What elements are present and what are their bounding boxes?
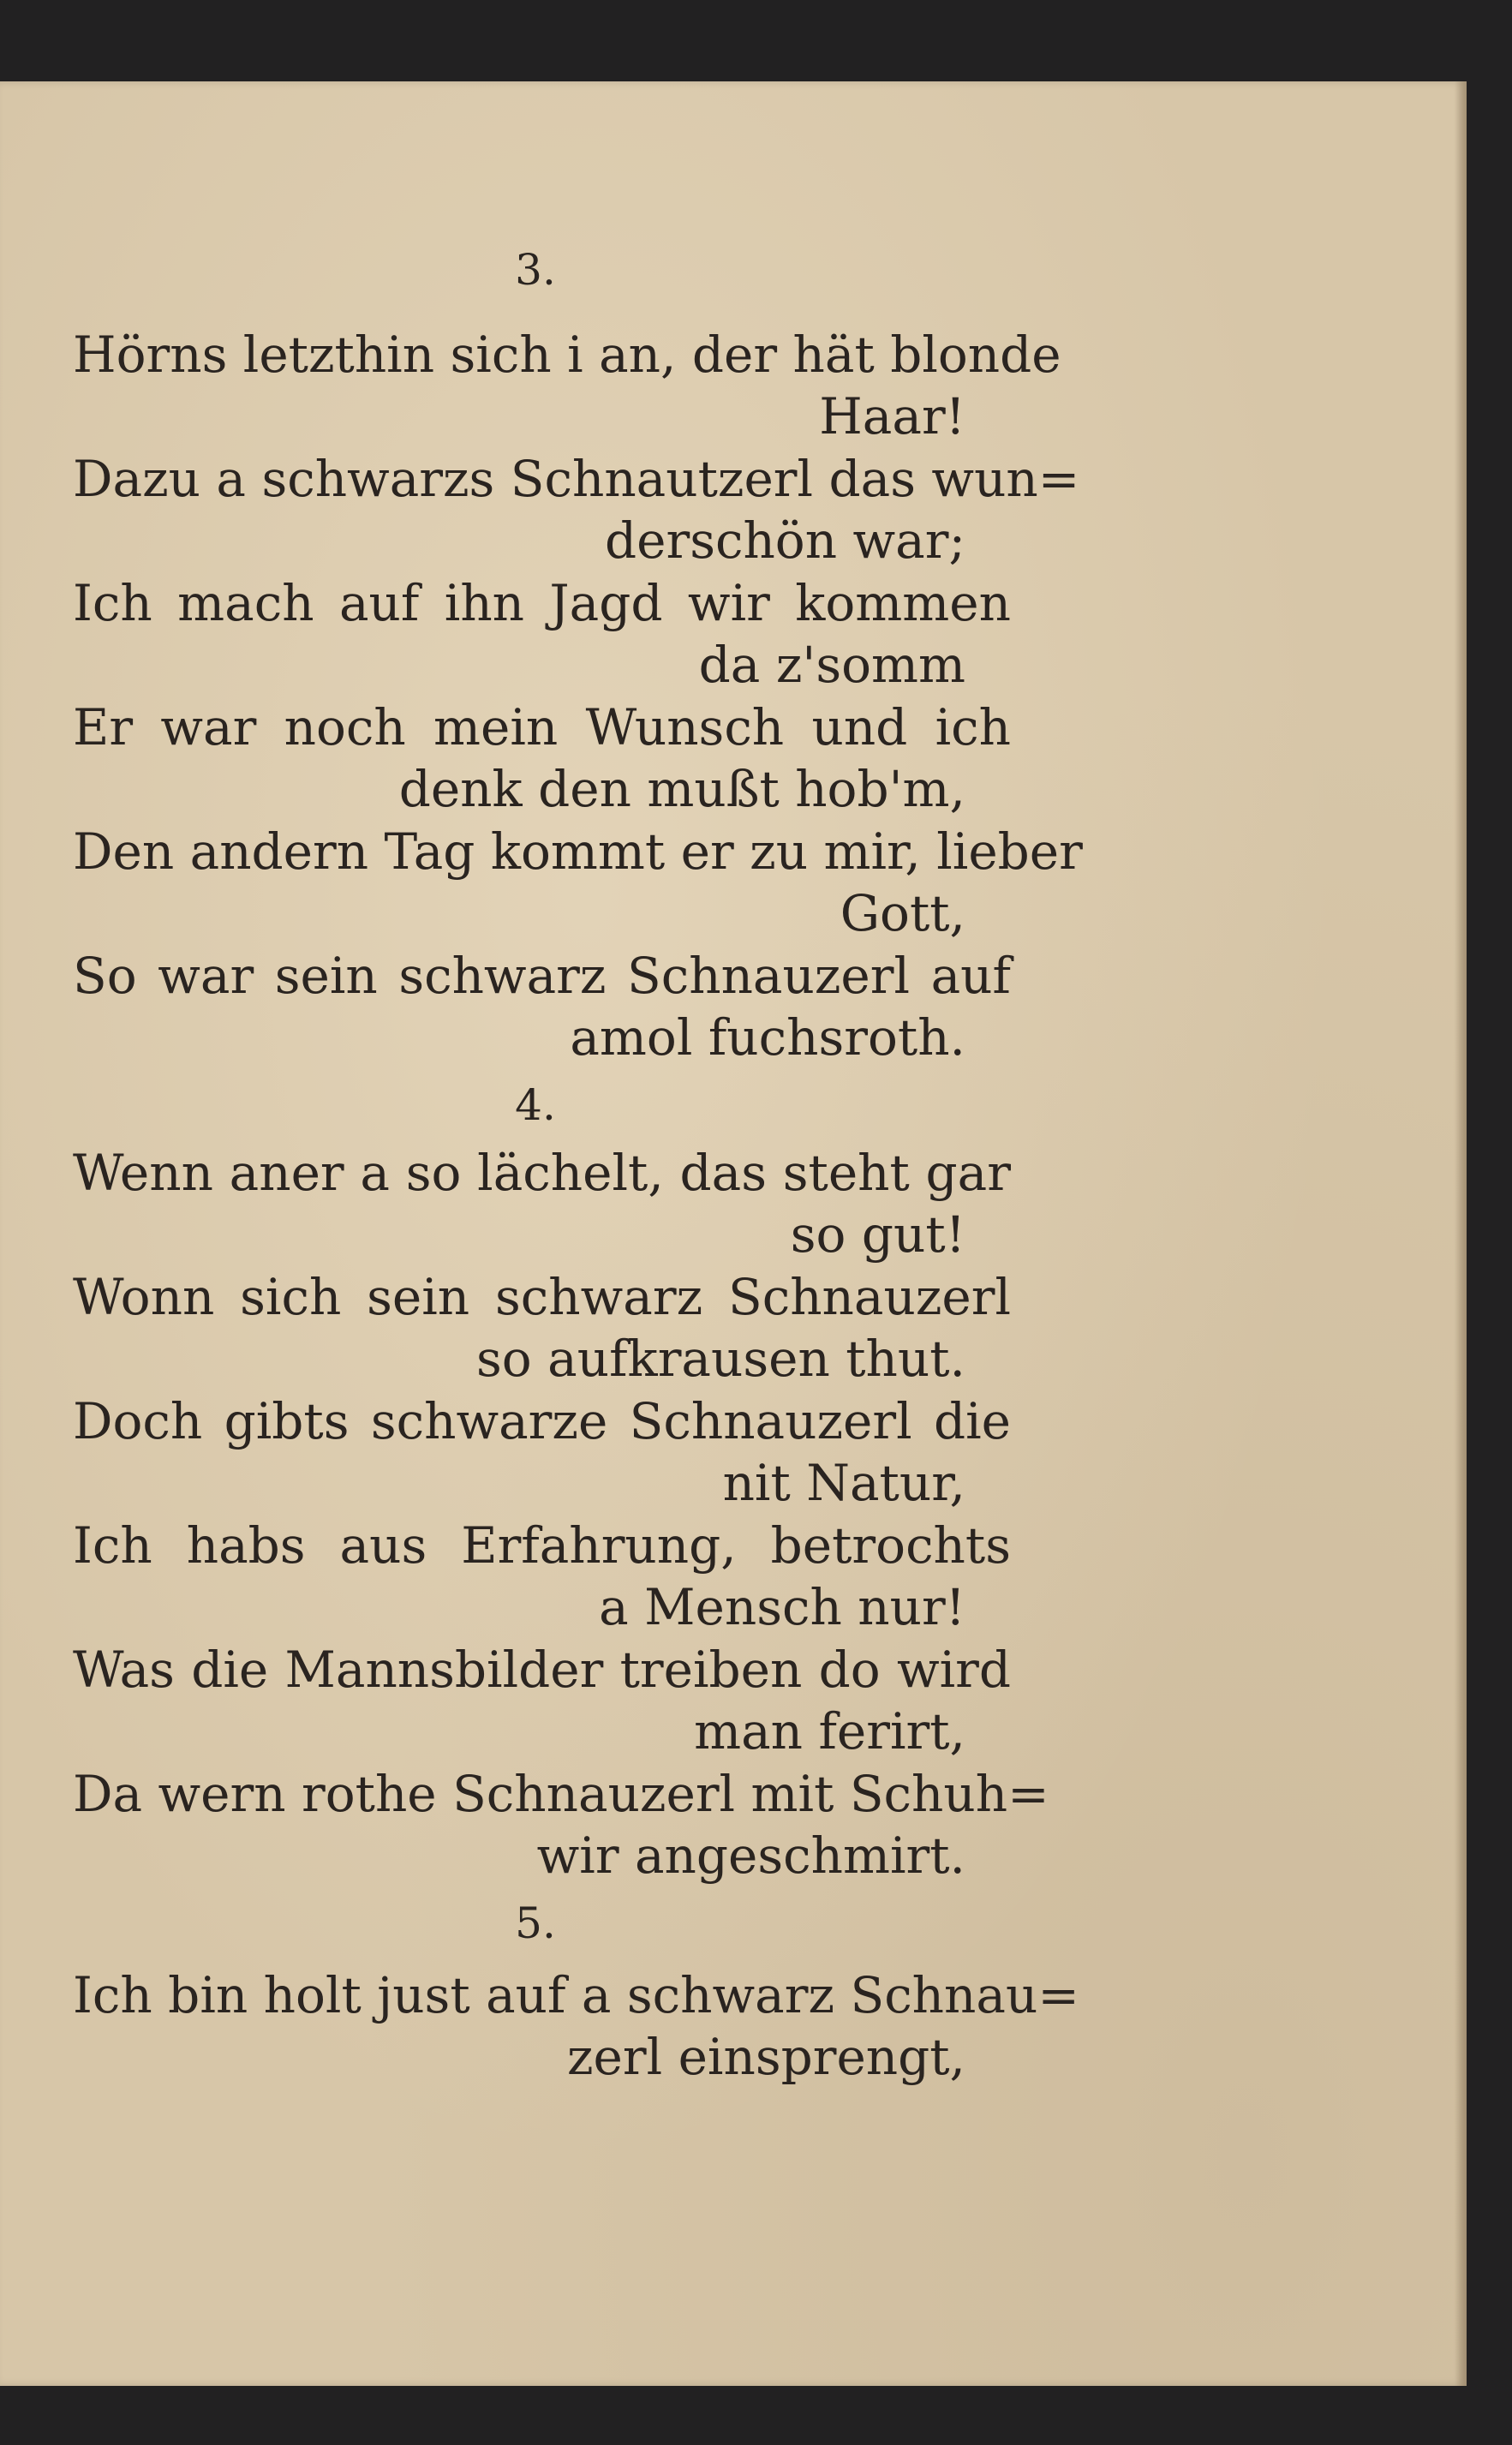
verse-line: Dazu a schwarzs Schnautzerl das wun= <box>73 450 1080 508</box>
verse-line: so aufkrausen thut. <box>476 1330 965 1388</box>
verse-line: derschön war; <box>605 511 965 570</box>
verse-line: So war sein schwarz Schnauzerl auf <box>73 947 1011 1005</box>
verse-line: Wenn aner a so lächelt, das steht gar <box>73 1144 1011 1202</box>
book-page <box>0 81 1467 2386</box>
verse-line: Ich mach auf ihn Jagd wir kommen <box>73 574 1011 632</box>
verse-line: Ich bin holt just auf a schwarz Schnau= <box>73 1966 1079 2024</box>
verse-line: denk den mußt hob'm, <box>398 760 965 818</box>
verse-number: 4. <box>515 1080 556 1130</box>
verse-line: man ferirt, <box>694 1702 965 1761</box>
verse-line: Ich habs aus Erfahrung, betrochts <box>73 1516 1011 1575</box>
verse-line: Was die Mannsbilder treiben do wird <box>73 1641 1011 1699</box>
verse-line: Hörns letzthin sich i an, der hät blonde <box>73 326 1061 384</box>
verse-line: wir angeschmirt. <box>536 1826 965 1885</box>
verse-line: amol fuchsroth. <box>570 1008 965 1067</box>
verse-line: Da wern rothe Schnauzerl mit Schuh= <box>73 1765 1049 1823</box>
verse-line: nit Natur, <box>722 1454 965 1512</box>
verse-line: Er war noch mein Wunsch und ich <box>73 698 1011 756</box>
verse-number: 5. <box>515 1898 556 1948</box>
verse-line: da z'somm <box>698 636 965 694</box>
verse-line: zerl einsprengt, <box>567 2028 965 2086</box>
verse-line: Den andern Tag kommt er zu mir, lieber <box>73 822 1083 881</box>
verse-line: Haar! <box>819 387 965 445</box>
verse-line: Wonn sich sein schwarz Schnauzerl <box>73 1268 1011 1326</box>
verse-line: Doch gibts schwarze Schnauzerl die <box>73 1392 1011 1450</box>
verse-number: 3. <box>515 245 556 295</box>
verse-line: so gut! <box>790 1205 965 1264</box>
verse-line: a Mensch nur! <box>599 1578 965 1636</box>
verse-line: Gott, <box>840 884 965 942</box>
